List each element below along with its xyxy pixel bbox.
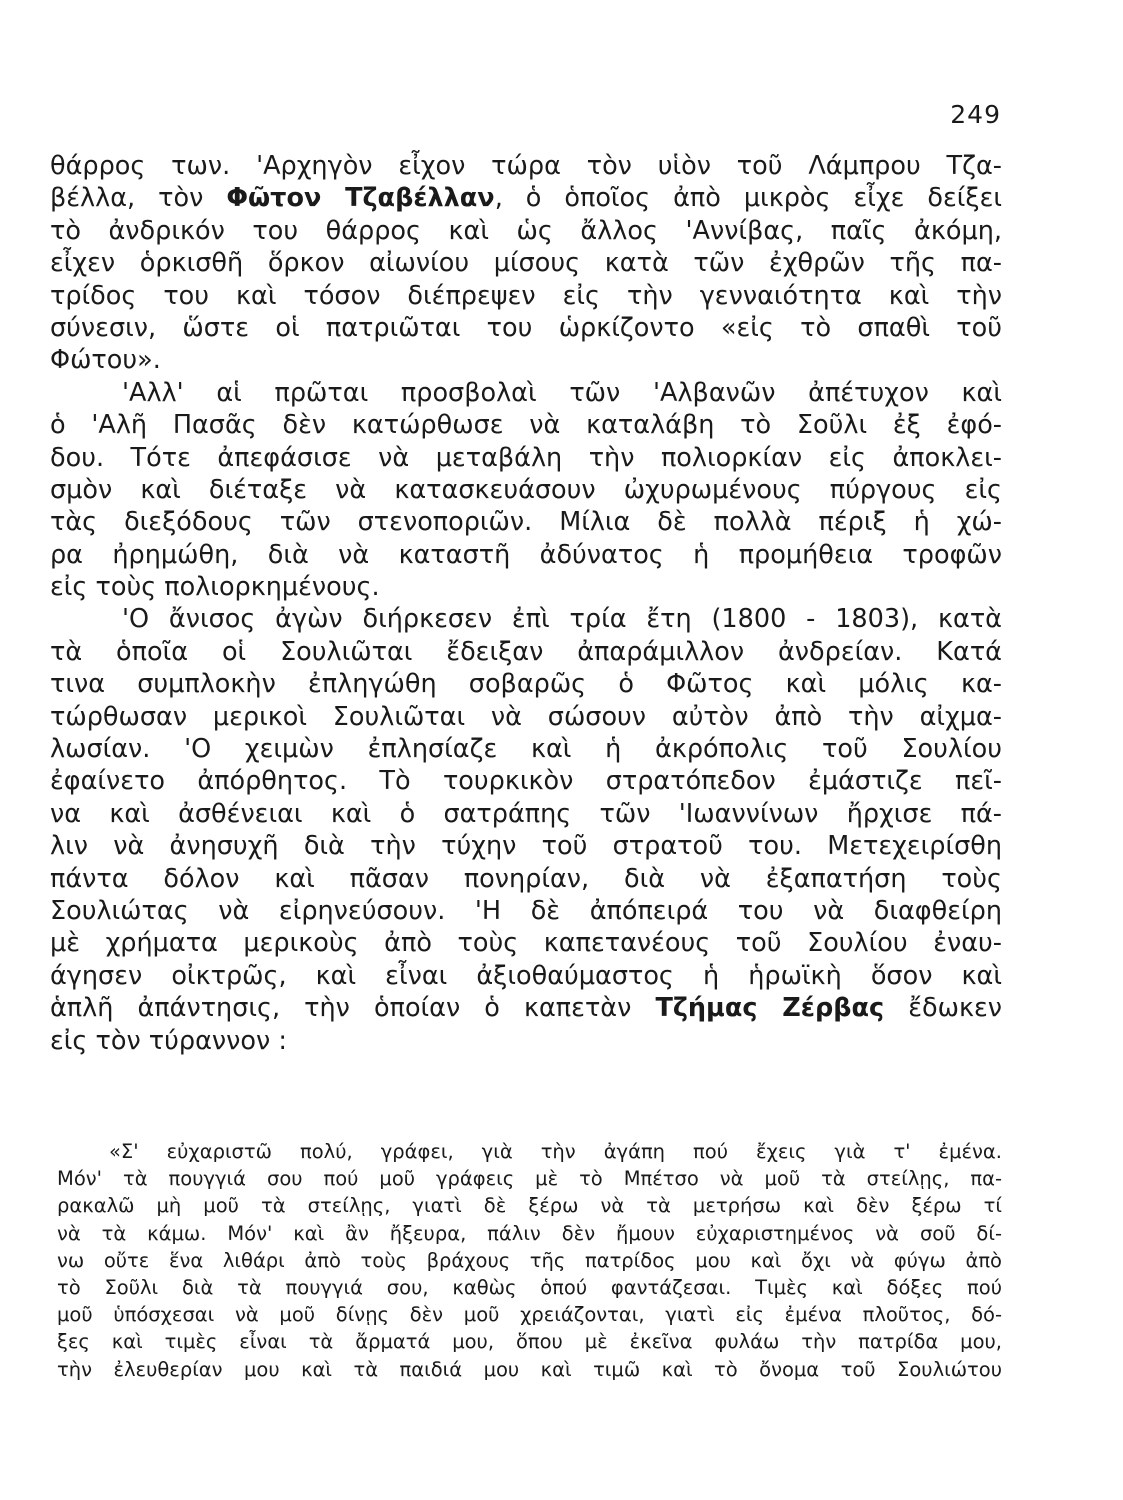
text-line: λιν νὰ ἀνησυχῆ διὰ τὴν τύχην τοῦ στρατοῦ του. Μετεχειρίσθη	[50, 831, 1002, 862]
text-line: τὰς διεξόδους τῶν στενοποριῶν. Μίλια δὲ πολλὰ πέριξ ἡ χώ-	[50, 507, 1002, 538]
quoted-letter	[57, 1138, 1002, 1383]
text-line: σύνεσιν, ὥστε οἱ πατριῶται του ὡρκίζοντο «εἰς τὸ σπαθὶ τοῦ	[50, 312, 1002, 343]
quote-line: Μόν' τὰ πουγγιά σου πού μοῦ γράφεις μὲ τὸ Μπέτσο νὰ μοῦ τὰ στείλῃς, πα-	[57, 1167, 1002, 1191]
text-line: πάντα δόλον καὶ πᾶσαν πονηρίαν, διὰ νὰ ἐξαπατήση τοὺς	[50, 863, 1002, 894]
bold-name-tzimas-zervas: Τζήμας Ζέρβας	[655, 993, 885, 1024]
quote-line: μοῦ ὑπόσχεσαι νὰ μοῦ δίνῃς δὲν μοῦ χρειάζονται, γιατὶ εἰς ἐμένα πλοῦτος, δό-	[57, 1303, 1002, 1327]
text-line	[50, 992, 1002, 1024]
text-line: εἰς τοὺς πολιορκημένους.	[50, 572, 380, 603]
text-line: ὁ 'Αλῆ Πασᾶς δὲν κατώρθωσε νὰ καταλάβη τὸ Σοῦλι ἐξ ἐφό-	[50, 410, 1002, 441]
text-line: άγησεν οἰκτρῶς, καὶ εἶναι ἀξιοθαύμαστος ἡ ἡρωϊκὴ ὅσον καὶ	[50, 960, 1002, 991]
text-fragment: ἔδωκεν	[884, 993, 1002, 1024]
quote-line: «Σ' εὐχαριστῶ πολύ, γράφει, γιὰ τὴν ἀγάπη πού ἔχεις γιὰ τ' ἐμένα.	[109, 1140, 1002, 1163]
text-line: εἰς τὸν τύραννον :	[50, 1025, 287, 1056]
text-line	[50, 182, 1002, 214]
text-line: σμὸν καὶ διέταξε νὰ κατασκευάσουν ὠχυρωμένους πύργους εἰς	[50, 474, 1002, 505]
text-line: να καὶ ἀσθένειαι καὶ ὁ σατράπης τῶν 'Ιωαννίνων ἤρχισε πά-	[50, 798, 1002, 829]
text-line: τινα συμπλοκὴν ἐπληγώθη σοβαρῶς ὁ Φῶτος καὶ μόλις κα-	[50, 669, 1002, 700]
quote-line: ρακαλῶ μὴ μοῦ τὰ στείλῃς, γιατὶ δὲ ξέρω νὰ τὰ μετρήσω καὶ δὲν ξέρω τί	[57, 1194, 1002, 1218]
text-line: εἶχεν ὁρκισθῆ ὅρκον αἰωνίου μίσους κατὰ τῶν ἐχθρῶν τῆς πα-	[50, 248, 1002, 279]
quote-line: ξες καὶ τιμὲς εἶναι τὰ ἄρματά μου, ὅπου μὲ ἐκεῖνα φυλάω τὴν πατρίδα μου,	[57, 1330, 1002, 1354]
text-line: τώρθωσαν μερικοὶ Σουλιῶται νὰ σώσουν αὐτὸν ἀπὸ τὴν αἰχμα-	[50, 701, 1002, 732]
text-line: τὸ ἀνδρικόν του θάρρος καὶ ὡς ἄλλος 'Αννίβας, παῖς ἀκόμη,	[50, 215, 1002, 246]
bold-name-fotos-tzavellas: Φῶτον Τζαβέλλαν	[226, 183, 495, 214]
text-fragment: ἁπλῆ ἀπάντησις, τὴν ὁποίαν ὁ καπετὰν	[50, 993, 656, 1024]
text-line: ρα ἠρημώθη, διὰ νὰ καταστῆ ἀδύνατος ἡ προμήθεια τροφῶν	[50, 539, 1002, 570]
text-line: μὲ χρήματα μερικοὺς ἀπὸ τοὺς καπετανέους τοῦ Σουλίου ἐναυ-	[50, 928, 1002, 959]
text-line: 'Ο ἄνισος ἀγὼν διήρκεσεν ἐπὶ τρία ἔτη (1800 - 1803), κατὰ	[122, 604, 1002, 635]
text-line: ἐφαίνετο ἀπόρθητος. Τὸ τουρκικὸν στρατόπεδον ἐμάστιζε πεῖ-	[50, 766, 1002, 797]
text-line: θάρρος των. 'Αρχηγὸν εἶχον τώρα τὸν υἱὸν τοῦ Λάμπρου Τζα-	[50, 151, 1002, 181]
quote-line: νω οὔτε ἕνα λιθάρι ἀπὸ τοὺς βράχους τῆς πατρίδος μου καὶ ὄχι νὰ φύγω ἀπὸ	[57, 1248, 1002, 1272]
text-line: τρίδος του καὶ τόσον διέπρεψεν εἰς τὴν γενναιότητα καὶ τὴν	[50, 280, 1002, 311]
main-text	[50, 150, 1002, 1057]
text-line: 'Αλλ' αἱ πρῶται προσβολαὶ τῶν 'Αλβανῶν ἀπέτυχον καὶ	[122, 377, 1002, 408]
text-line: λωσίαν. 'Ο χειμὼν ἐπλησίαζε καὶ ἡ ἀκρόπολις τοῦ Σουλίου	[50, 734, 1002, 765]
text-line: Σουλιώτας νὰ εἰρηνεύσουν. 'Η δὲ ἀπόπειρά του νὰ διαφθείρη	[50, 895, 1002, 926]
text-fragment: , ὁ ὁποῖος ἀπὸ μικρὸς εἶχε δείξει	[494, 183, 1003, 214]
quote-line: νὰ τὰ κάμω. Μόν' καὶ ἂν ἤξευρα, πάλιν δὲν ἤμουν εὐχαριστημένος νὰ σοῦ δί-	[57, 1221, 1002, 1245]
text-line: Φώτου».	[50, 345, 161, 376]
quote-line: τὴν ἐλευθερίαν μου καὶ τὰ παιδιά μου καὶ τιμῶ καὶ τὸ ὄνομα τοῦ Σουλιώτου	[57, 1357, 1002, 1381]
text-line: τὰ ὁποῖα οἱ Σουλιῶται ἔδειξαν ἀπαράμιλλον ἀνδρείαν. Κατά	[50, 636, 1002, 667]
text-fragment: βέλλα, τὸν	[50, 183, 227, 214]
quote-line: τὸ Σοῦλι διὰ τὰ πουγγιά σου, καθὼς ὁπού φαντάζεσαι. Τιμὲς καὶ δόξες πού	[57, 1275, 1002, 1299]
page-number: 249	[950, 100, 1001, 129]
text-line: δου. Τότε ἀπεφάσισε νὰ μεταβάλη τὴν πολιορκίαν εἰς ἀποκλει-	[50, 442, 1002, 473]
